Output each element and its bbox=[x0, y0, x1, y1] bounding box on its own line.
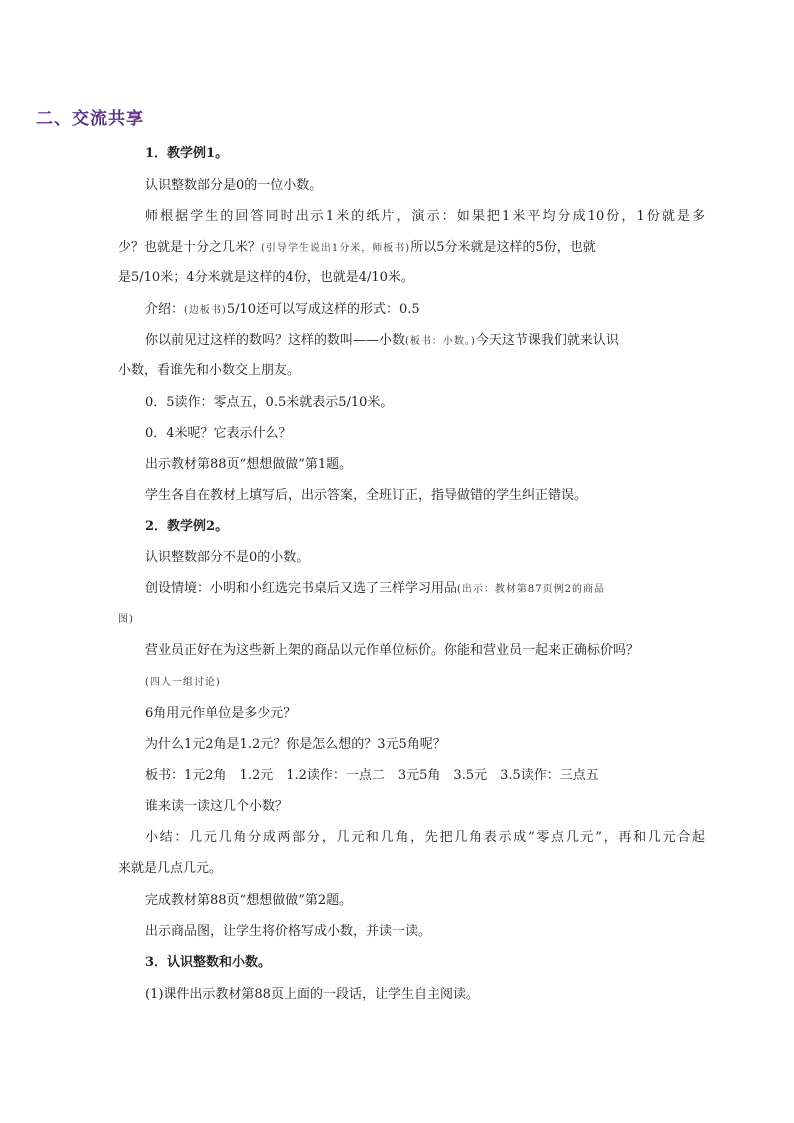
text: 你以前见过这样的数吗？这样的数叫——小数 bbox=[145, 333, 406, 348]
annotation: (引导学生说出1分米，师板书) bbox=[261, 243, 411, 254]
paragraph: 小数，看谁先和小数交上朋友。 bbox=[118, 363, 301, 378]
paragraph: 营业员正好在为这些新上架的商品以元作单位标价。你能和营业员一起来正确标价吗？ bbox=[145, 643, 640, 658]
paragraph: (1)课件出示教材第88页上面的一段话，让学生自主阅读。 bbox=[145, 987, 479, 1002]
paragraph: 0．5读作：零点五，0.5米就表示5/10米。 bbox=[145, 395, 394, 410]
paragraph: 为什么1元2角是1.2元？你是怎么想的？3元5角呢？ bbox=[145, 737, 446, 752]
paragraph: 出示教材第88页“想想做做”第1题。 bbox=[145, 457, 353, 472]
example-1-title: 1．教学例1。 bbox=[145, 146, 229, 161]
section-3-title: 3．认识整数和小数。 bbox=[145, 955, 272, 970]
paragraph: 0．4米呢？它表示什么？ bbox=[145, 426, 292, 441]
text: 5/10还可以写成这样的形式：0.5 bbox=[226, 302, 420, 317]
summary: 小结：几元几角分成两部分，几元和几角，先把几角表示成“零点几元”，再和几元合起 bbox=[145, 830, 705, 845]
paragraph: 出示商品图，让学生将价格写成小数，并读一读。 bbox=[145, 924, 432, 939]
summary: 来就是几点几元。 bbox=[118, 861, 223, 876]
text: 少？也就是十分之几米？ bbox=[118, 240, 262, 255]
text: 今天这节课我们就来认识 bbox=[475, 333, 619, 348]
paragraph bbox=[118, 333, 705, 350]
paragraph bbox=[118, 240, 678, 257]
paragraph bbox=[118, 581, 705, 598]
annotation: (板书：小数。) bbox=[405, 336, 476, 347]
paragraph: 师根据学生的回答同时出示1米的纸片，演示：如果把1米平均分成10份，1份就是多 bbox=[145, 209, 705, 224]
paragraph bbox=[118, 302, 705, 319]
section-heading: 二、交流共享 bbox=[36, 109, 144, 129]
annotation: (边板书) bbox=[184, 305, 227, 316]
paragraph: 学生各自在教材上填写后，出示答案，全班订正，指导做错的学生纠正错误。 bbox=[145, 488, 588, 503]
text: 所以5分米就是这样的5份，也就 bbox=[410, 240, 596, 255]
annotation: (出示：教材第87页例2的商品 bbox=[457, 584, 606, 595]
example-2-title: 2．教学例2。 bbox=[145, 519, 229, 534]
paragraph: 是5/10米；4分米就是这样的4份，也就是4/10米。 bbox=[118, 270, 414, 285]
paragraph: 认识整数部分是0的一位小数。 bbox=[145, 178, 323, 193]
annotation: 图) bbox=[118, 614, 134, 625]
paragraph: 完成教材第88页“想想做做”第2题。 bbox=[145, 893, 353, 908]
paragraph: 谁来读一读这几个小数？ bbox=[145, 799, 289, 814]
board-writing: 板书：1元2角 1.2元 1.2读作：一点二 3元5角 3.5元 3.5读作：三点五 bbox=[145, 768, 599, 783]
annotation: (四人一组讨论) bbox=[145, 677, 221, 688]
text: 创设情境：小明和小红选完书桌后又选了三样学习用品 bbox=[145, 581, 458, 596]
paragraph bbox=[118, 611, 678, 628]
paragraph: 6角用元作单位是多少元？ bbox=[145, 706, 297, 721]
paragraph bbox=[118, 674, 705, 691]
paragraph: 认识整数部分不是0的小数。 bbox=[145, 550, 310, 565]
text: 介绍： bbox=[145, 302, 185, 317]
